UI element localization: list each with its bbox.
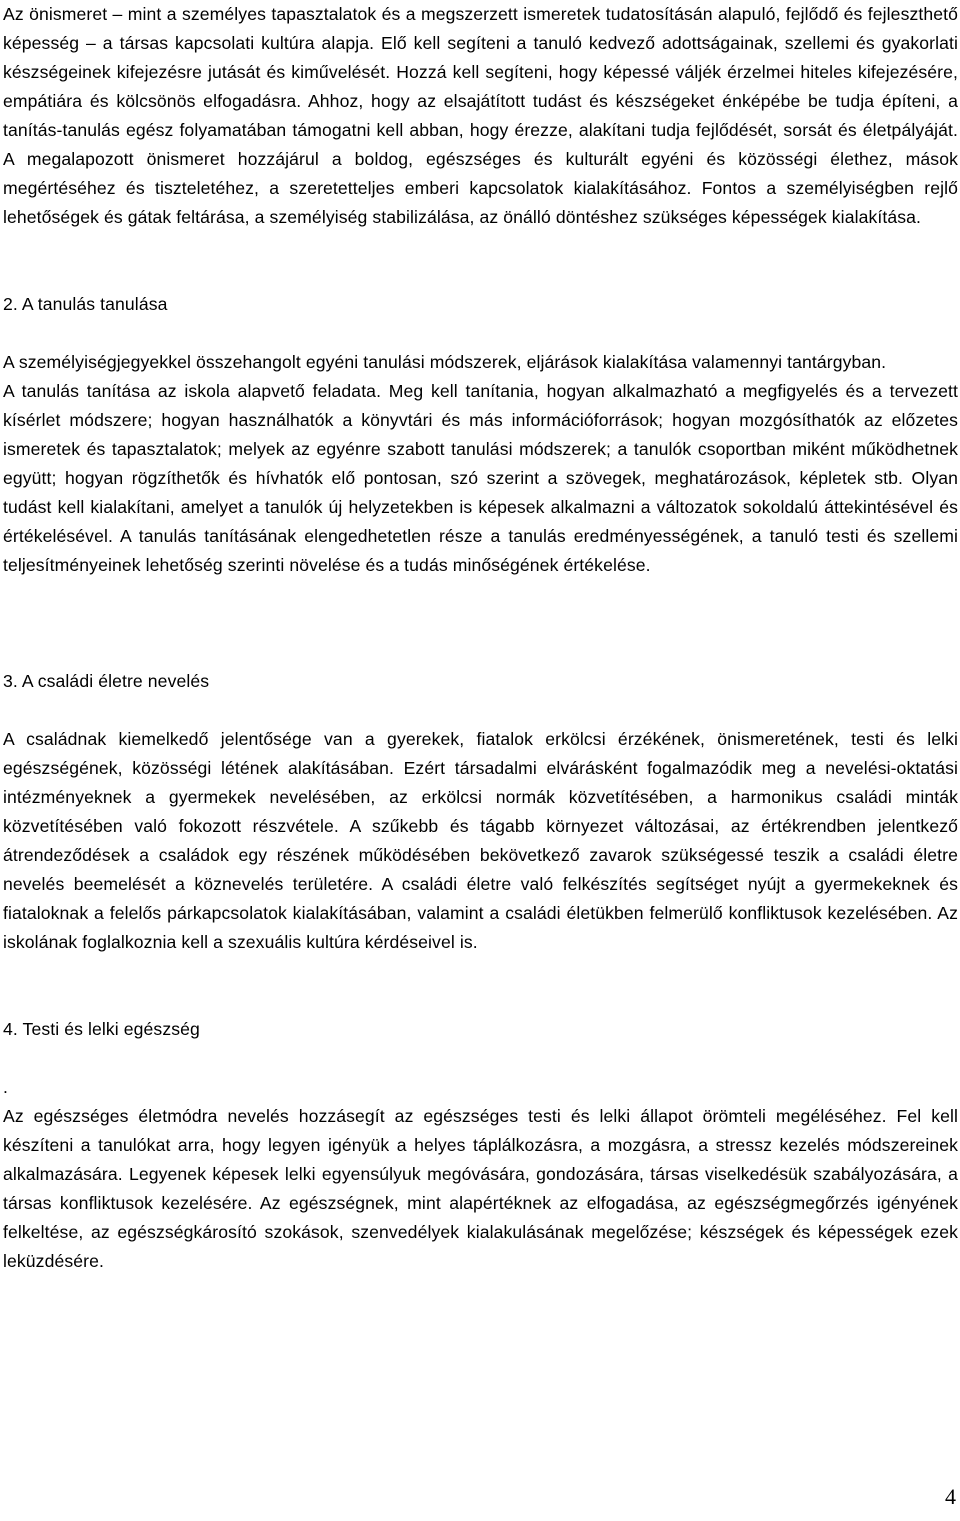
page-number: 4 — [945, 1484, 956, 1509]
intro-paragraph: Az önismeret – mint a személyes tapasztalatok és a megszerzett ismeretek tudatosításán alapuló, fejlődő és fejleszthető képesség – a társas kapcsolati kultúra alapja. Elő kell segíteni a tanuló kedvező adottságainak, szellemi és gyakorlati készségeinek kifejezésre jutását és kiművelését. Hozzá kell segíteni, hogy képessé váljék érzelmei hiteles kifejezésére, empátiára és kölcsönös elfogadásra. Ahhoz, hogy az elsajátított tudást és készségeket énképébe be tudja építeni, a tanítás-tanulás egész folyamatában támogatni kell abban, hogy érezze, alakítani tudja fejlődését, sorsát és életpályáját. A megalapozott önismeret hozzájárul a boldog, egészséges és kulturált egyéni és közösségi élethez, mások megértéséhez és tiszteletéhez, a szeretetteljes emberi kapcsolatok kialakításához. Fontos a személyiségben rejlő lehetőségek és gátak feltárása, a személyiség stabilizálása, az önálló döntéshez szükséges képességek kialakítása. — [3, 4, 958, 227]
section-2-heading: 2. A tanulás tanulása — [3, 294, 168, 314]
spacer — [3, 957, 958, 1015]
section-4-separator: . — [3, 1077, 8, 1097]
spacer — [3, 580, 958, 638]
section-2-paragraph-2: A tanulás tanítása az iskola alapvető feladata. Meg kell tanítania, hogyan alkalmazható a megfigyelés és a tervezett kísérlet módszere; hogyan használhatók a könyvtári és más információforrások; hogyan mozgósíthatók az előzetes ismeretek és tapasztalatok; melyek az egyénre szabott tanulási módszerek; a tanulók csoportban miként működhetnek együtt; hogyan rögzíthetők és hívhatók elő pontosan, szó szerint a szövegek, meghatározások, képletek stb. Olyan tudást kell kialakítani, amelyet a tanulók új helyzetekben is képesek alkalmazni a változatok sokoldalú áttekintésével és értékelésével. A tanulás tanításának elengedhetetlen része a tanulás eredményességének, a tanuló testi és szellemi teljesítményeinek lehetőség szerinti növelése és a tudás minőségének értékelése. — [3, 381, 958, 575]
section-4-heading: 4. Testi és lelki egészség — [3, 1019, 200, 1039]
section-3-heading: 3. A családi életre nevelés — [3, 671, 210, 691]
section-4-paragraph: Az egészséges életmódra nevelés hozzásegít az egészséges testi és lelki állapot örömteli megéléséhez. Fel kell készíteni a tanulókat arra, hogy legyen igényük a helyes táplálkozásra, a mozgásra, a stressz kezelés módszereinek alkalmazására. Legyenek képesek lelki egyensúlyuk megóvására, gondozására, társas viselkedésük szabályozására, a társas konfliktusok kezelésére. Az egészségnek, mint alapértéknek az elfogadása, az egészségmegőrzés igényének felkeltése, az egészségkárosító szokások, szenvedélyek kialakulásának megelőzése; készségek és képességek ezek leküzdésére. — [3, 1106, 958, 1271]
spacer — [3, 232, 958, 290]
section-3-paragraph: A családnak kiemelkedő jelentősége van a gyerekek, fiatalok erkölcsi érzékének, önismeretének, testi és lelki egészségének, közösségi létének alakításában. Ezért társadalmi elvárásként fogalmazódik meg a nevelési-oktatási intézményeknek a gyermekek nevelésében, az erkölcsi normák közvetítésében, a harmonikus családi minták közvetítésében való fokozott részvétele. A szűkebb és tágabb környezet változásai, az értékrendben jelentkező átrendeződések a családok egy részének működésében bekövetkező zavarok szükségessé teszik a családi életre nevelés beemelését a köznevelés területére. A családi életre való felkészítés segítséget nyújt a gyermekeknek és fiataloknak a felelős párkapcsolatok kialakításában, valamint a családi életükben felmerülő konfliktusok kezelésében. Az iskolának foglalkoznia kell a szexuális kultúra kérdéseivel is. — [3, 729, 958, 952]
spacer — [3, 1044, 958, 1073]
section-2-paragraph-1: A személyiségjegyekkel összehangolt egyéni tanulási módszerek, eljárások kialakítása valamennyi tantárgyban. — [3, 352, 887, 372]
spacer — [3, 638, 958, 667]
spacer — [3, 696, 958, 725]
spacer — [3, 319, 958, 348]
document-page — [3, 0, 958, 1276]
